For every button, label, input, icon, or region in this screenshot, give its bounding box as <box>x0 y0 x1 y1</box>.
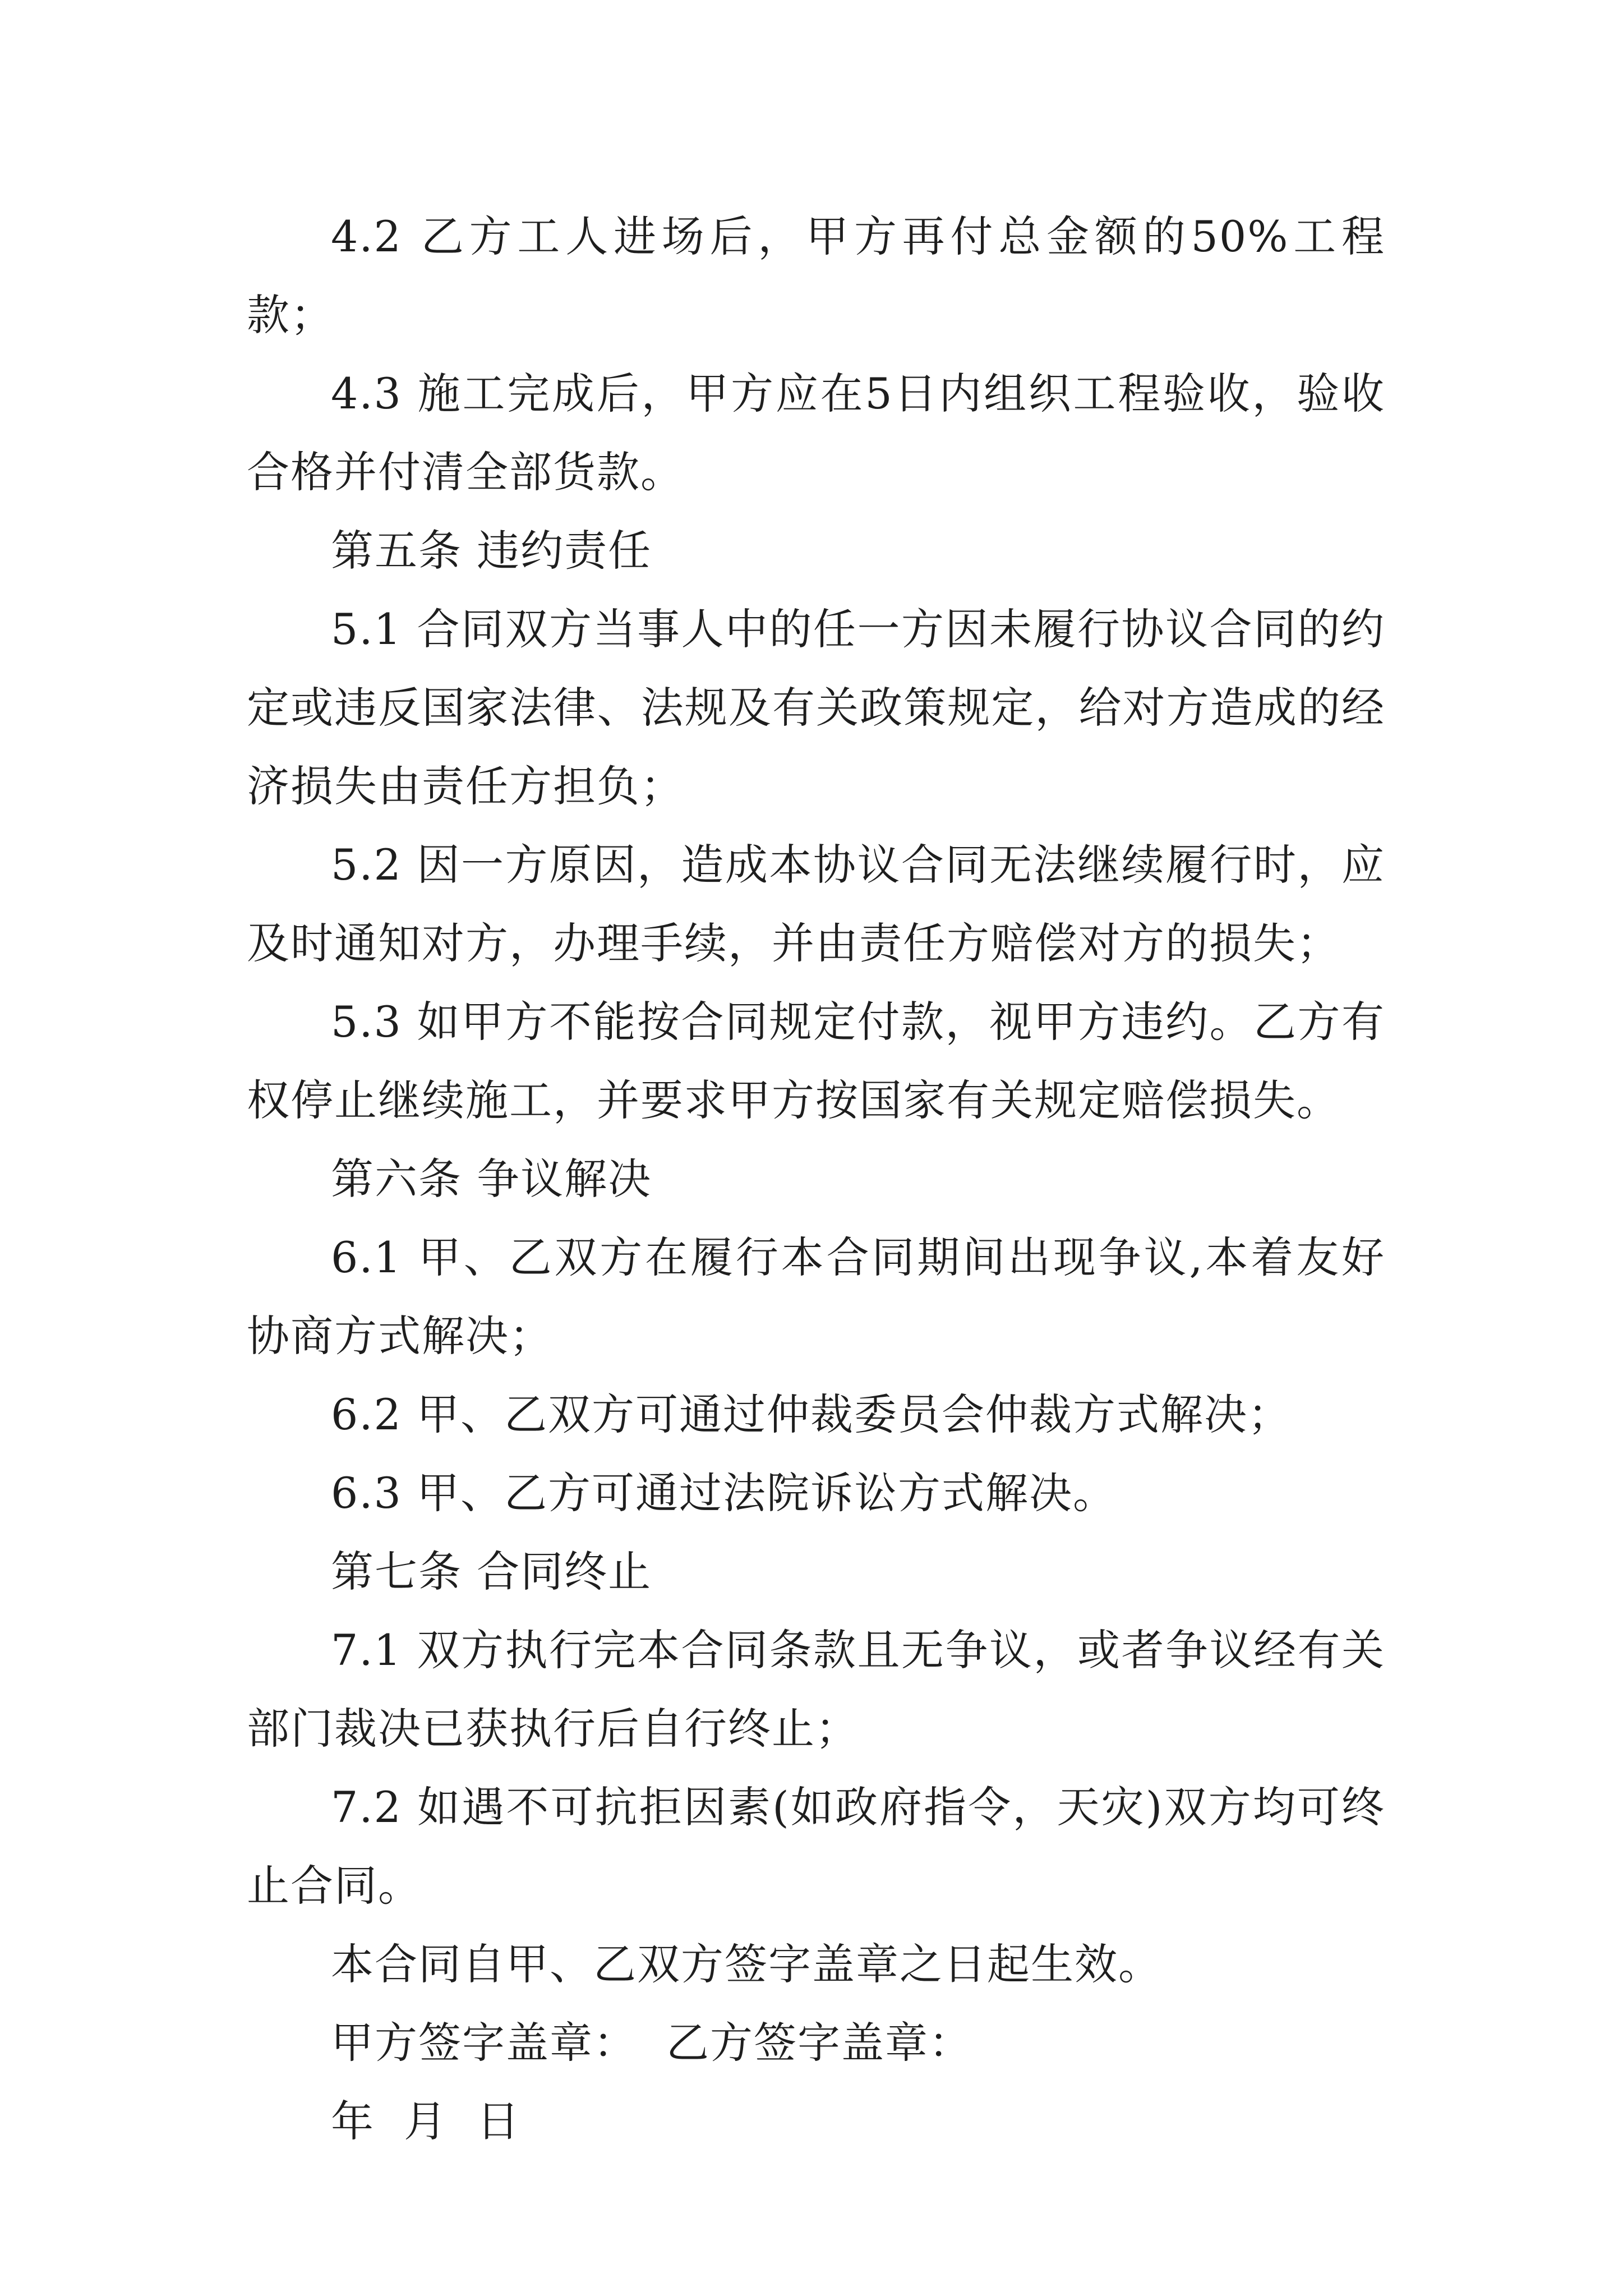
date-line <box>247 2082 1385 2161</box>
contract-body <box>247 197 1385 2161</box>
clause-5-1: 5.1 合同双方当事人中的任一方因未履行协议合同的约定或违反国家法律、法规及有关政策规定，给对方造成的经济损失由责任方担负； <box>247 604 1385 811</box>
article-7-heading: 第七条 合同终止 <box>331 1547 652 1596</box>
clause-6-1: 6.1 甲、乙双方在履行本合同期间出现争议,本着友好协商方式解决； <box>247 1232 1385 1361</box>
party-b-signature-label: 乙方签字盖章： <box>666 2018 972 2068</box>
clause-7-2: 7.2 如遇不可抗拒因素(如政府指令，天灾)双方均可终止合同。 <box>247 1782 1385 1911</box>
date-month-label: 月 <box>404 2096 448 2146</box>
signature-line <box>247 2004 1385 2082</box>
date-year-label: 年 <box>331 2096 375 2146</box>
clause-4-3: 4.3 施工完成后，甲方应在5日内组织工程验收，验收合格并付清全部货款。 <box>247 369 1385 497</box>
clause-5-2: 5.2 因一方原因，造成本协议合同无法继续履行时，应及时通知对方，办理手续，并由责任方赔偿对方的损失； <box>247 840 1385 968</box>
clause-4-2: 4.2 乙方工人进场后，甲方再付总金额的50%工程款； <box>247 211 1385 340</box>
clause-6-3: 6.3 甲、乙方可通过法院诉讼方式解决。 <box>331 1468 1117 1518</box>
clause-5-3: 5.3 如甲方不能按合同规定付款，视甲方违约。乙方有权停止继续施工，并要求甲方按国家有关规定赔偿损失。 <box>247 997 1385 1125</box>
clause-6-2: 6.2 甲、乙双方可通过仲裁委员会仲裁方式解决； <box>331 1389 1292 1439</box>
party-a-signature-label: 甲方签字盖章： <box>331 2018 637 2068</box>
clause-7-1: 7.1 双方执行完本合同条款且无争议，或者争议经有关部门裁决已获执行后自行终止； <box>247 1625 1385 1754</box>
article-6-heading: 第六条 争议解决 <box>331 1154 652 1204</box>
effective-clause: 本合同自甲、乙双方签字盖章之日起生效。 <box>331 1939 1162 1989</box>
article-5-heading: 第五条 违约责任 <box>331 526 652 576</box>
date-day-label: 日 <box>477 2096 520 2146</box>
